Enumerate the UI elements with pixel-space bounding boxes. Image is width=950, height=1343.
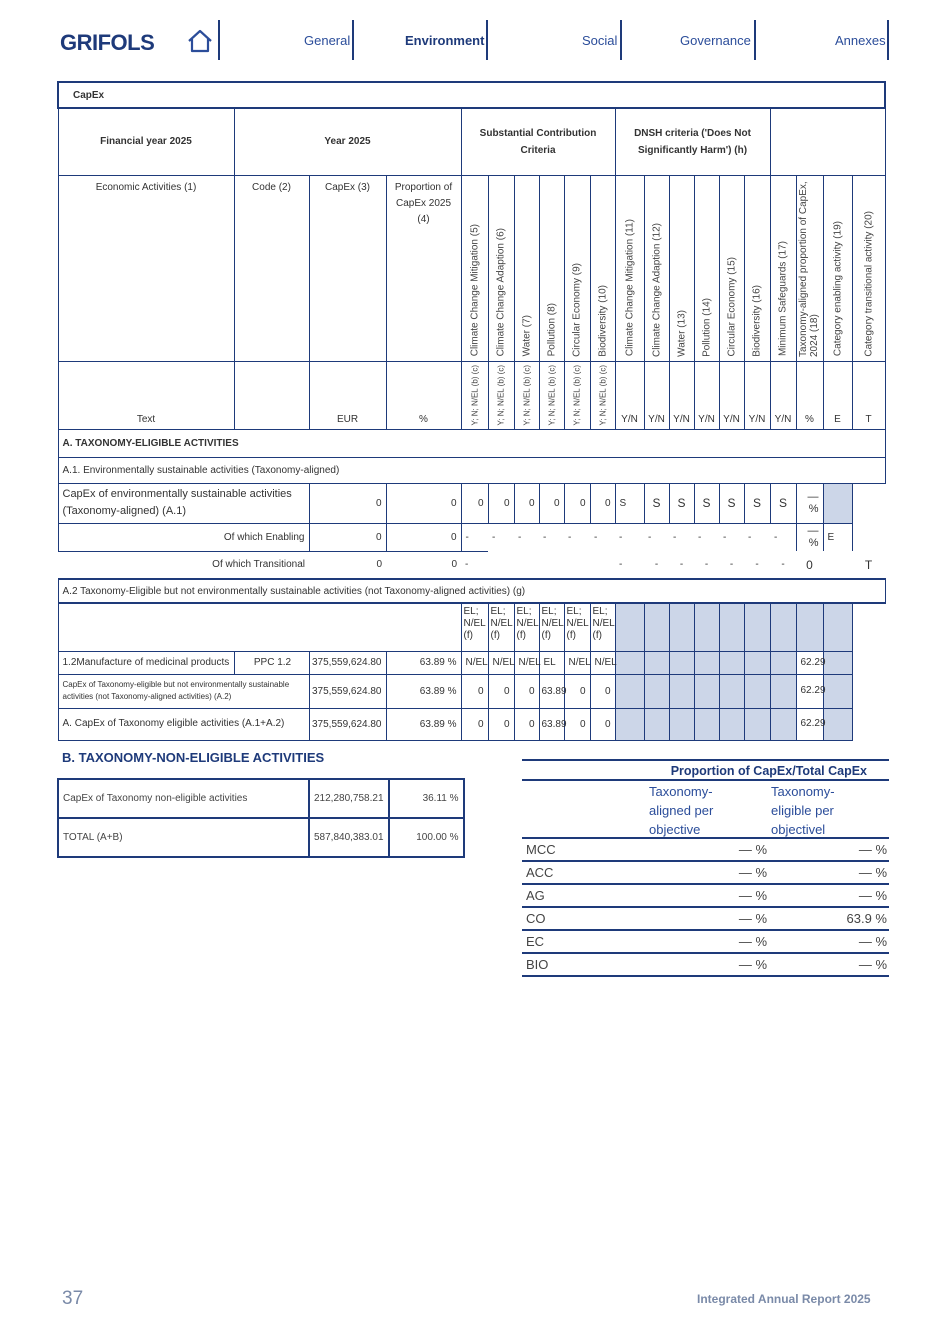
unit-pct: % [386,361,461,429]
safeguards-col-header: Minimum Safeguards (17) [770,175,796,361]
table-row [58,708,885,740]
shaded-cell [719,708,744,740]
a1-dnsh: S [615,483,644,523]
dash-cell: - [755,559,759,570]
shaded-cell [770,651,796,674]
shaded-cell [744,708,770,740]
shaded-cell [823,483,852,523]
shaded-cell [694,651,719,674]
nav-divider [352,20,354,60]
unit-empty [234,361,309,429]
manuf-sc: N/EL [461,651,488,674]
a1-sc: 0 [564,483,590,523]
aligned-proportion-col-header: Taxonomy-aligned proportion of CapEx, 2024 (18) [796,175,823,361]
enabling-col-header: Category enabling activity (19) [823,175,852,361]
shaded-cell [770,708,796,740]
empty-cell [852,674,885,708]
unit-ynel: Y; N; N/EL (b) (c) [461,361,488,429]
proportion-row [522,862,889,885]
aligned-col-header: Taxonomy-aligned per objective [649,784,714,837]
atot-prop: 63.89 % [386,708,461,740]
manuf-label: 1.2Manufacture of medicinal products [58,651,234,674]
shaded-cell [615,651,644,674]
atot-sc: 63.89 [539,708,564,740]
sc-col-header: Climate Change Adaption (6) [488,175,514,361]
section-a-title: A. TAXONOMY-ELIGIBLE ACTIVITIES [58,429,885,457]
nav-divider [887,20,889,60]
substantial-contribution-header: Substantial Contribution Criteria [461,108,615,175]
nav-divider [218,20,220,60]
aligned-value: — % [738,888,767,903]
row-pct: 36.11 % [389,779,464,818]
eligible-value: — % [858,934,887,949]
shaded-cell [719,674,744,708]
proportion-title: Proportion of CapEx/Total CapEx [522,759,889,781]
dash-cell: - [619,559,623,570]
el-nel-head: EL; N/EL (f) [461,603,488,651]
table-row [58,523,885,551]
transitional-category: T [864,557,873,572]
section-b-title: B. TAXONOMY-NON-ELIGIBLE ACTIVITIES [62,750,325,765]
objective: AG [526,888,545,903]
atot-sc: 0 [590,708,615,740]
transitional-aligned: 0 [806,557,813,572]
dnsh-col-header: Climate Change Mitigation (11) [615,175,644,361]
manuf-capex: 375,559,624.80 [309,651,386,674]
financial-year-header: Financial year 2025 [58,108,234,175]
table-row [58,603,885,651]
table-row [58,818,464,857]
row-pct: 100.00 % [389,818,464,857]
a2-sc: 0 [514,674,539,708]
home-icon[interactable] [186,28,214,54]
manuf-sc: N/EL [488,651,514,674]
transitional-label: Of which Transitional [212,559,305,571]
atot-sc: 0 [564,708,590,740]
dnsh-col-header: Biodiversity (16) [744,175,770,361]
unit-yn: Y/N [744,361,770,429]
a1-sc: 0 [590,483,615,523]
a2-sc: 0 [590,674,615,708]
dnsh-header: DNSH criteria ('Does Not Significantly Harm') (h) [615,108,770,175]
dash-cell: - [781,559,785,570]
eligible-value: — % [858,957,887,972]
el-nel-head: EL; N/EL (f) [590,603,615,651]
dash-cell: - [654,559,659,570]
a1-prop: 0 [386,483,461,523]
objective: BIO [526,957,549,972]
manuf-sc: EL [539,651,564,674]
a1-dnsh: S [744,483,770,523]
eligible-value: — % [858,842,887,857]
shaded-cell [615,708,644,740]
a2-aligned: 62.29 [796,674,823,708]
proportion-row [522,908,889,931]
transitional-col-header: Category transitional activity (20) [852,175,885,361]
unit-ynel: Y; N; N/EL (b) (c) [590,361,615,429]
unit-ynel: Y; N; N/EL (b) (c) [488,361,514,429]
dnsh-col-header: Circular Economy (15) [719,175,744,361]
aligned-value: — % [738,934,767,949]
year-header: Year 2025 [234,108,461,175]
unit-yn: Y/N [615,361,644,429]
unit-yn: Y/N [644,361,669,429]
shaded-cell [823,603,852,651]
enabling-label: Of which Enabling [58,523,309,551]
shaded-cell [719,603,744,651]
a1-sc: 0 [461,483,488,523]
nav-social[interactable]: Social [582,33,618,48]
shaded-cell [823,674,852,708]
atot-label: A. CapEx of Taxonomy eligible activities (A.1+A.2) [58,708,309,740]
table-title: CapEx [58,82,885,108]
shaded-cell [615,603,644,651]
el-nel-head: EL; N/EL (f) [488,603,514,651]
objective: ACC [526,865,554,880]
manuf-prop: 63.89 % [386,651,461,674]
page-number: 37 [62,1288,84,1309]
empty-cell [514,551,539,579]
proportion-row [522,885,889,908]
a1-label: CapEx of environmentally sustainable activities (Taxonomy-aligned) (A.1) [58,483,309,523]
table-row [58,551,885,579]
dash-cell: - [679,559,684,570]
nav-divider [486,20,488,60]
shaded-cell [615,674,644,708]
empty-cell [564,551,590,579]
eligible-value: — % [858,888,887,903]
aligned-value: — % [738,842,767,857]
enabling-category: E [823,523,852,551]
manuf-sc: N/EL [590,651,615,674]
objective: EC [526,934,545,949]
shaded-cell [770,603,796,651]
el-nel-head: EL; N/EL (f) [564,603,590,651]
a2-capex: 375,559,624.80 [309,674,386,708]
shaded-cell [644,603,669,651]
dash-cell: - [619,531,623,543]
enabling-prop: 0 [386,523,461,551]
shaded-cell [669,708,694,740]
eligible-value: — % [858,865,887,880]
nav-divider [754,20,756,60]
shaded-cell [669,674,694,708]
a2-sc: 0 [488,674,514,708]
manuf-sc: N/EL [564,651,590,674]
empty-cell [539,551,564,579]
manuf-code: PPC 1.2 [234,651,309,674]
sc-col-header: Pollution (8) [539,175,564,361]
table-row [58,651,885,674]
dash-cell: - [673,531,677,543]
dash-cell: - [748,531,752,543]
a1-sc: 0 [539,483,564,523]
unit-ynel: Y; N; N/EL (b) (c) [539,361,564,429]
shaded-cell [796,603,823,651]
aligned-value: — % [738,911,767,926]
dnsh-col-header: Pollution (14) [694,175,719,361]
a1-dnsh: S [644,483,669,523]
dash-cell: - [648,531,652,543]
shaded-cell [669,603,694,651]
dash-cell: - [774,531,778,543]
dash-cell: - [461,523,488,551]
shaded-cell [669,651,694,674]
dnsh-col-header: Water (13) [669,175,694,361]
transitional-capex: 0 [376,559,382,571]
atot-sc: 0 [514,708,539,740]
dash-cell: - [568,531,572,543]
empty-cell [852,651,885,674]
objective: MCC [526,842,556,857]
unit-e: E [823,361,852,429]
dash-cell: - [492,531,496,543]
empty-cell [852,523,885,551]
nav-divider [620,20,622,60]
dash-cell: - [698,531,702,543]
proportion-row [522,954,889,977]
nav-annexes[interactable]: Annexes [835,33,886,48]
proportion-row [522,839,889,862]
unit-ynel: Y; N; N/EL (b) (c) [564,361,590,429]
a1-dnsh: S [669,483,694,523]
proportion-subheader [522,781,889,839]
nav-environment[interactable]: Environment [405,33,485,48]
unit-ynel: Y; N; N/EL (b) (c) [514,361,539,429]
empty-cell [852,483,885,523]
empty-cell [488,551,514,579]
a2-sc: 63.89 [539,674,564,708]
empty-cell [590,551,615,579]
unit-t: T [852,361,885,429]
shaded-cell [644,708,669,740]
proportion-col-header: Proportion of CapEx 2025 (4) [386,175,461,361]
el-nel-head: EL; N/EL (f) [539,603,564,651]
table-row [58,779,464,818]
sc-col-header: Biodiversity (10) [590,175,615,361]
aligned-value: — % [738,865,767,880]
shaded-cell [694,708,719,740]
enabling-capex: 0 [309,523,386,551]
shaded-cell [744,651,770,674]
shaded-cell [694,603,719,651]
unit-yn: Y/N [719,361,744,429]
atot-sc: 0 [488,708,514,740]
atot-sc: 0 [461,708,488,740]
shaded-cell [644,651,669,674]
a1-aligned: — % [796,483,823,523]
shaded-cell [823,651,852,674]
table-row [58,674,885,708]
shaded-cell [823,708,852,740]
a1-dnsh: S [719,483,744,523]
unit-yn: Y/N [669,361,694,429]
shaded-cell [694,674,719,708]
a2-prop: 63.89 % [386,674,461,708]
transitional-prop: 0 [451,559,457,571]
shaded-cell [744,674,770,708]
atot-aligned: 62.29 [796,708,823,740]
a2-sc: 0 [564,674,590,708]
code-col-header: Code (2) [234,175,309,361]
row-value: 587,840,383.01 [309,818,389,857]
capex-table [57,81,886,741]
sc-col-header: Circular Economy (9) [564,175,590,361]
shaded-cell [644,674,669,708]
aligned-value: — % [738,957,767,972]
dash-cell: - [594,531,598,543]
report-title: Integrated Annual Report 2025 [697,1292,871,1306]
shaded-cell [719,651,744,674]
sc-col-header: Water (7) [514,175,539,361]
enabling-aligned: — % [796,523,823,551]
sc-col-header: Climate Change Mitigation (5) [461,175,488,361]
empty-cell [852,708,885,740]
empty-header [770,108,885,175]
dash-cell: - [723,531,727,543]
row-label: TOTAL (A+B) [58,818,309,857]
empty-cell [58,603,461,651]
eligible-col-header: Taxonomy-eligible per objectivel [771,784,835,837]
manuf-aligned: 62.29 [796,651,823,674]
page-header [0,0,950,80]
eligible-value: 63.9 % [846,911,887,926]
unit-yn: Y/N [694,361,719,429]
section-b-table [57,778,465,858]
empty-cell [852,603,885,651]
el-nel-head: EL; N/EL (f) [514,603,539,651]
a2-sc: 0 [461,674,488,708]
unit-pct: % [796,361,823,429]
unit-text: Text [58,361,234,429]
a2-label: CapEx of Taxonomy-eligible but not environmentally sustainable activities (not Taxonomy-aligned activities) (A.2) [58,674,309,708]
row-value: 212,280,758.21 [309,779,389,818]
dnsh-col-header: Climate Change Adaption (12) [644,175,669,361]
section-a1-title: A.1. Environmentally sustainable activities (Taxonomy-aligned) [58,457,885,483]
nav-general[interactable]: General [304,33,351,48]
a1-sc: 0 [488,483,514,523]
dash-cell: - [543,531,547,543]
shaded-cell [744,603,770,651]
activities-col-header: Economic Activities (1) [58,175,234,361]
dash-cell: - [465,559,469,571]
objective: CO [526,911,546,926]
dash-cell: - [518,531,522,543]
grifols-logo[interactable]: GRIFOLS [60,30,155,55]
row-label: CapEx of Taxonomy non-eligible activities [58,779,309,818]
a1-dnsh: S [694,483,719,523]
a1-sc: 0 [514,483,539,523]
proportion-table [522,759,889,977]
a1-safeguards: S [770,483,796,523]
proportion-row [522,931,889,954]
table-row [58,483,885,523]
dash-cell: - [704,559,709,570]
dash-cell: - [729,559,734,570]
empty-cell [823,551,852,579]
atot-capex: 375,559,624.80 [309,708,386,740]
unit-yn: Y/N [770,361,796,429]
nav-governance[interactable]: Governance [680,33,751,48]
capex-col-header: CapEx (3) [309,175,386,361]
manuf-sc: N/EL [514,651,539,674]
unit-eur: EUR [309,361,386,429]
shaded-cell [770,674,796,708]
a1-capex: 0 [309,483,386,523]
section-a2-title: A.2 Taxonomy-Eligible but not environmentally sustainable activities (not Taxonomy-aligned activities) (g) [58,579,885,603]
